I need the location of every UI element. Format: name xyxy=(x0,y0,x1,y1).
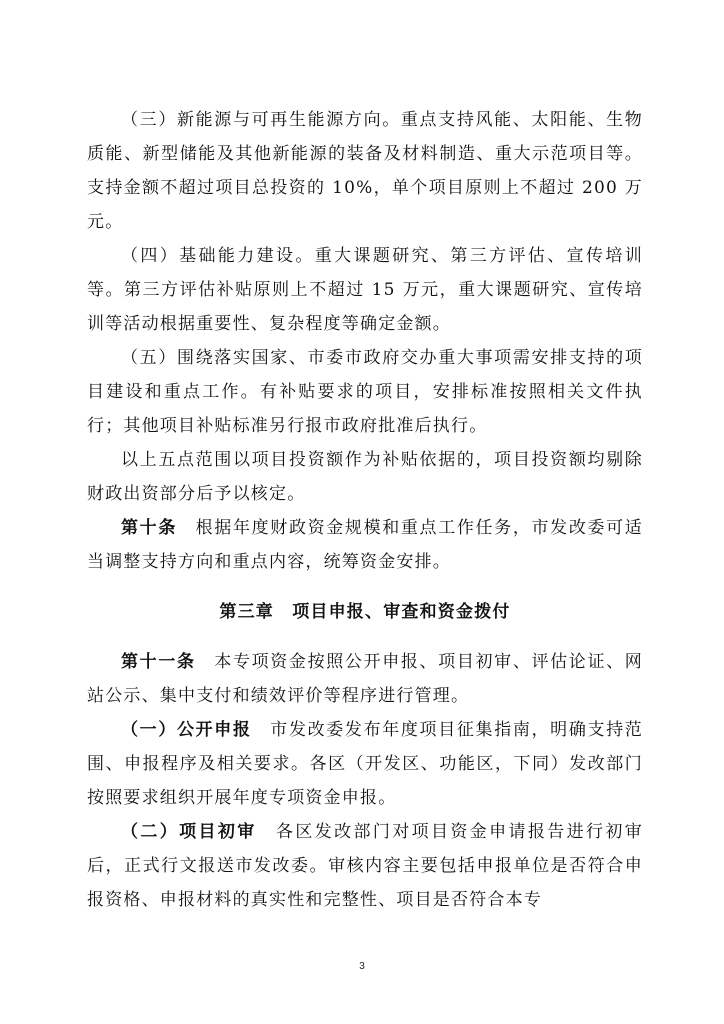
document-body xyxy=(87,103,643,917)
paragraph-basic-capacity: （四）基础能力建设。重大课题研究、第三方评估、宣传培训等。第三方评估补贴原则上不超过 15 万元，重大课题研究、宣传培训等活动根据重要性、复杂程度等确定金额。 xyxy=(87,246,643,334)
article-11-text: 本专项资金按照公开申报、项目初审、评估论证、网站公示、集中支付和绩效评价等程序进行管理。 xyxy=(87,652,643,706)
spacer xyxy=(87,629,643,645)
item-preliminary-review-text: 各区发改部门对项目资金申请报告进行初审后，正式行文报送市发改委。审核内容主要包括申报单位是否符合申报资格、申报材料的真实性和完整性、项目是否符合本专 xyxy=(87,822,643,910)
item-public-application-heading: （一）公开申报 xyxy=(121,720,252,740)
article-10-text: 根据年度财政资金规模和重点工作任务，市发改委可适当调整支持方向和重点内容，统筹资金安排。 xyxy=(87,518,643,572)
item-public-application-text: 市发改委发布年度项目征集指南，明确支持范围、申报程序及相关要求。各区（开发区、功能区，下同）发改部门按照要求组织开展年度专项资金申报。 xyxy=(87,720,644,808)
article-10-heading: 第十条 xyxy=(121,518,177,538)
page-number: 3 xyxy=(359,961,365,972)
item-preliminary-review-heading: （二）项目初审 xyxy=(121,822,257,842)
paragraph-new-energy: （三）新能源与可再生能源方向。重点支持风能、太阳能、生物质能、新型储能及其他新能源的装备及材料制造、重大示范项目等。支持金额不超过项目总投资的 10%，单个项目原则上不超过 200 万元。 xyxy=(87,110,643,232)
paragraph-major-matters: （五）围绕落实国家、市委市政府交办重大事项需安排支持的项目建设和重点工作。有补贴要求的项目，安排标准按照相关文件执行；其他项目补贴标准另行报市政府批准后执行。 xyxy=(87,348,643,436)
article-11 xyxy=(87,645,643,713)
article-11-heading: 第十一条 xyxy=(121,652,196,672)
spacer xyxy=(87,579,643,595)
item-preliminary-review xyxy=(87,815,643,917)
article-10 xyxy=(87,511,643,579)
chapter-title: 第三章 项目申报、审查和资金拨付 xyxy=(219,602,511,622)
paragraph-investment-basis: 以上五点范围以项目投资额作为补贴依据的，项目投资额均剔除财政出资部分后予以核定。 xyxy=(87,450,643,504)
item-public-application xyxy=(87,713,643,815)
